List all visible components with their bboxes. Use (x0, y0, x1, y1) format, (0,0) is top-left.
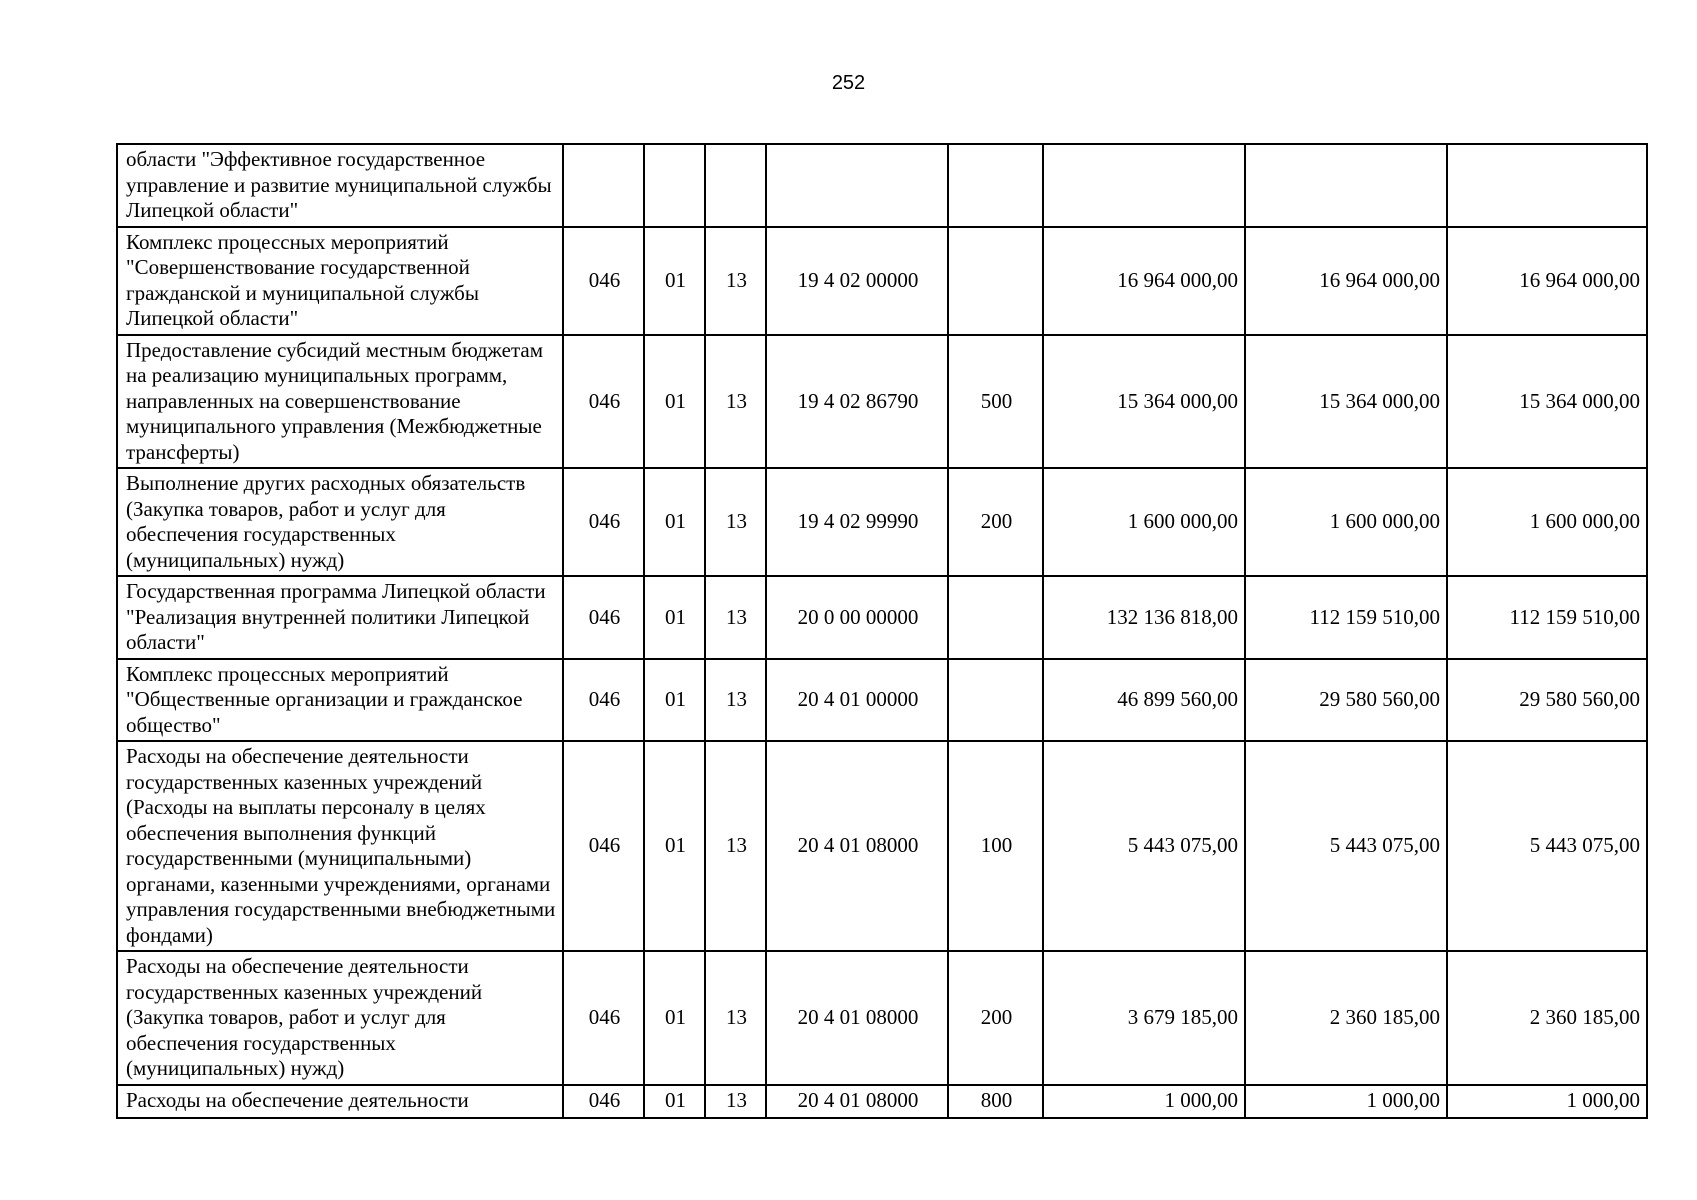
expense-type-code (948, 227, 1043, 335)
sum-year-3: 112 159 510,00 (1447, 576, 1647, 659)
row-name: Расходы на обеспечение деятельности государственных казенных учреждений (Закупка товаров, работ и услуг для обеспечения государственных (муниципальных) нужд) (117, 951, 563, 1085)
sum-year-2: 112 159 510,00 (1245, 576, 1447, 659)
sum-year-1: 16 964 000,00 (1043, 227, 1245, 335)
sum-year-2: 15 364 000,00 (1245, 335, 1447, 469)
sum-year-3 (1447, 144, 1647, 227)
sum-year-2: 29 580 560,00 (1245, 659, 1447, 742)
target-code: 20 4 01 08000 (766, 1085, 948, 1118)
ministry-code: 046 (563, 951, 644, 1085)
subsection-code: 13 (705, 741, 766, 951)
sum-year-3: 16 964 000,00 (1447, 227, 1647, 335)
ministry-code (563, 144, 644, 227)
target-code: 20 0 00 00000 (766, 576, 948, 659)
table-row (117, 659, 1647, 742)
section-code: 01 (644, 335, 705, 469)
table-row (117, 335, 1647, 469)
row-name: Выполнение других расходных обязательств (Закупка товаров, работ и услуг для обеспечения государственных (муниципальных) нужд) (117, 468, 563, 576)
ministry-code: 046 (563, 227, 644, 335)
target-code: 19 4 02 00000 (766, 227, 948, 335)
expense-type-code (948, 659, 1043, 742)
sum-year-3: 1 600 000,00 (1447, 468, 1647, 576)
subsection-code: 13 (705, 468, 766, 576)
sum-year-3: 15 364 000,00 (1447, 335, 1647, 469)
section-code (644, 144, 705, 227)
target-code: 19 4 02 99990 (766, 468, 948, 576)
sum-year-1: 1 000,00 (1043, 1085, 1245, 1118)
sum-year-3: 2 360 185,00 (1447, 951, 1647, 1085)
sum-year-1: 3 679 185,00 (1043, 951, 1245, 1085)
table-row (117, 227, 1647, 335)
subsection-code: 13 (705, 659, 766, 742)
sum-year-1: 15 364 000,00 (1043, 335, 1245, 469)
sum-year-3: 1 000,00 (1447, 1085, 1647, 1118)
row-name: Расходы на обеспечение деятельности (117, 1085, 563, 1118)
row-name: Государственная программа Липецкой области "Реализация внутренней политики Липецкой области" (117, 576, 563, 659)
table-row (117, 951, 1647, 1085)
section-code: 01 (644, 1085, 705, 1118)
expense-type-code: 200 (948, 951, 1043, 1085)
subsection-code: 13 (705, 576, 766, 659)
subsection-code: 13 (705, 335, 766, 469)
sum-year-1: 132 136 818,00 (1043, 576, 1245, 659)
subsection-code: 13 (705, 227, 766, 335)
subsection-code: 13 (705, 1085, 766, 1118)
sum-year-1: 5 443 075,00 (1043, 741, 1245, 951)
target-code (766, 144, 948, 227)
table-row (117, 468, 1647, 576)
sum-year-1: 1 600 000,00 (1043, 468, 1245, 576)
section-code: 01 (644, 227, 705, 335)
row-name: Предоставление субсидий местным бюджетам на реализацию муниципальных программ, направленных на совершенствование муниципального управления (Межбюджетные трансферты) (117, 335, 563, 469)
ministry-code: 046 (563, 1085, 644, 1118)
ministry-code: 046 (563, 741, 644, 951)
sum-year-2: 5 443 075,00 (1245, 741, 1447, 951)
table-row (117, 741, 1647, 951)
target-code: 19 4 02 86790 (766, 335, 948, 469)
ministry-code: 046 (563, 335, 644, 469)
expense-type-code (948, 144, 1043, 227)
expense-type-code: 800 (948, 1085, 1043, 1118)
sum-year-1 (1043, 144, 1245, 227)
expense-type-code: 200 (948, 468, 1043, 576)
sum-year-2: 16 964 000,00 (1245, 227, 1447, 335)
expense-type-code: 500 (948, 335, 1043, 469)
ministry-code: 046 (563, 659, 644, 742)
sum-year-2: 1 600 000,00 (1245, 468, 1447, 576)
section-code: 01 (644, 951, 705, 1085)
expense-type-code (948, 576, 1043, 659)
subsection-code: 13 (705, 951, 766, 1085)
target-code: 20 4 01 08000 (766, 741, 948, 951)
section-code: 01 (644, 659, 705, 742)
section-code: 01 (644, 741, 705, 951)
ministry-code: 046 (563, 468, 644, 576)
row-name: Комплекс процессных мероприятий "Общественные организации и гражданское общество" (117, 659, 563, 742)
sum-year-2 (1245, 144, 1447, 227)
expense-type-code: 100 (948, 741, 1043, 951)
section-code: 01 (644, 576, 705, 659)
row-name: Комплекс процессных мероприятий "Совершенствование государственной гражданской и муниципальной службы Липецкой области" (117, 227, 563, 335)
sum-year-2: 1 000,00 (1245, 1085, 1447, 1118)
page-number: 252 (831, 72, 866, 94)
ministry-code: 046 (563, 576, 644, 659)
sum-year-2: 2 360 185,00 (1245, 951, 1447, 1085)
table-row (117, 144, 1647, 227)
sum-year-3: 29 580 560,00 (1447, 659, 1647, 742)
sum-year-3: 5 443 075,00 (1447, 741, 1647, 951)
table-row (117, 576, 1647, 659)
budget-table (116, 143, 1648, 1119)
row-name: Расходы на обеспечение деятельности государственных казенных учреждений (Расходы на выплаты персоналу в целях обеспечения выполнения функций государственными (муниципальными) органами, казенными учреждениями, органами управления государственными внебюджетными фондами) (117, 741, 563, 951)
row-name: области "Эффективное государственное управление и развитие муниципальной службы Липецкой области" (117, 144, 563, 227)
target-code: 20 4 01 08000 (766, 951, 948, 1085)
sum-year-1: 46 899 560,00 (1043, 659, 1245, 742)
section-code: 01 (644, 468, 705, 576)
table-row (117, 1085, 1647, 1118)
target-code: 20 4 01 00000 (766, 659, 948, 742)
subsection-code (705, 144, 766, 227)
